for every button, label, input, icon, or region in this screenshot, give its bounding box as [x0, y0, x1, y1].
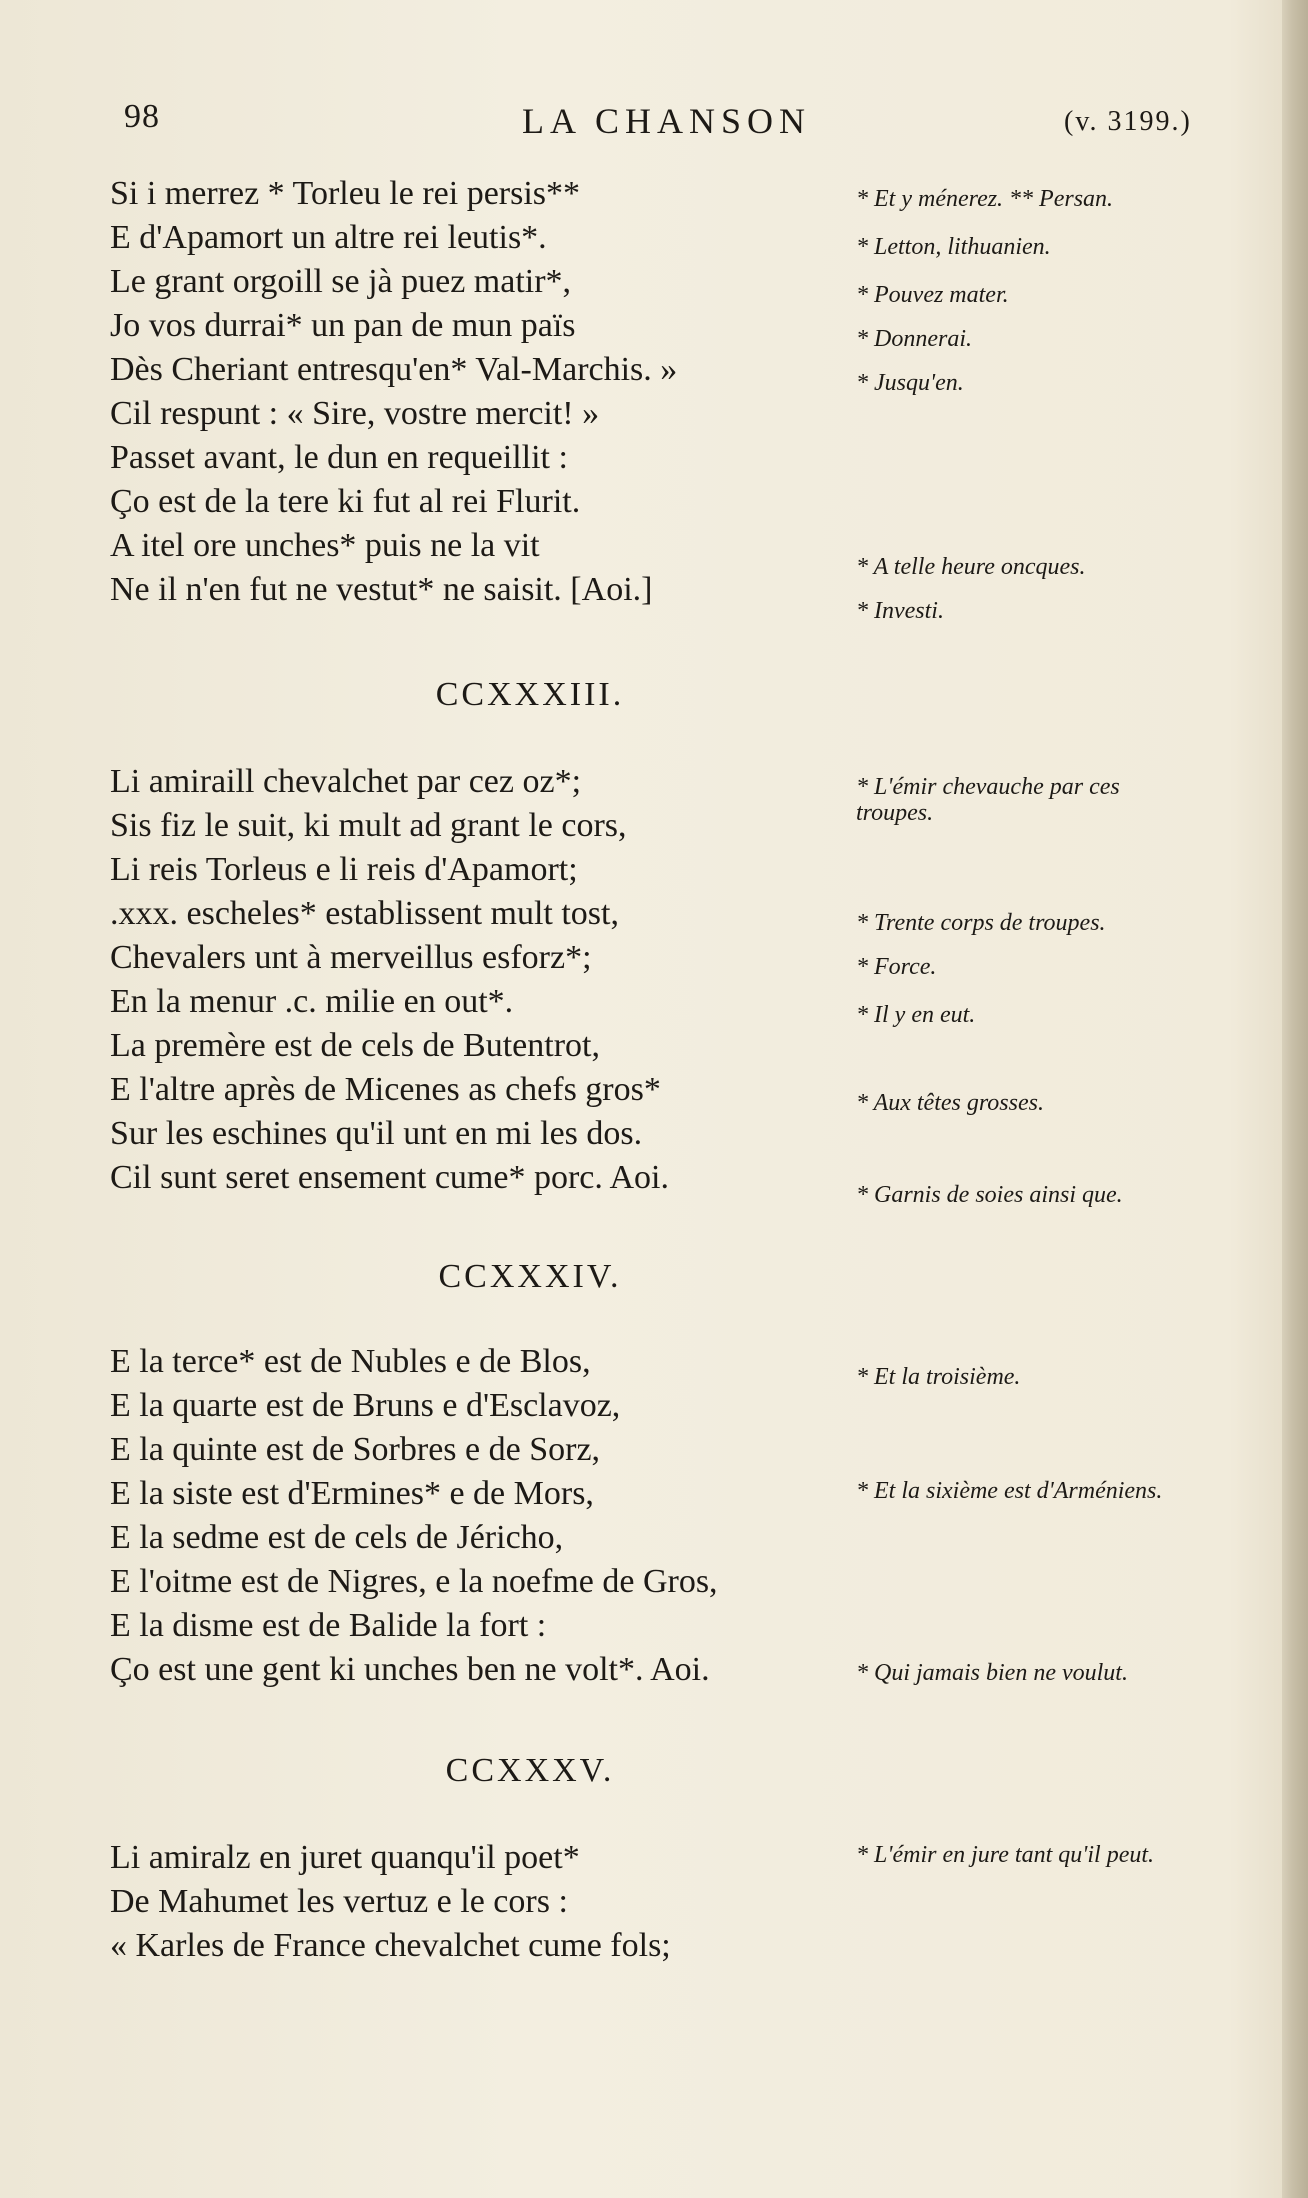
verse-line: E la sedme est de cels de Jéricho, — [110, 1519, 564, 1556]
verse-line: De Mahumet les vertuz e le cors : — [110, 1883, 568, 1920]
stanza-numeral: CCXXXIII. — [435, 676, 625, 713]
page-edge — [1282, 0, 1308, 2198]
gloss-note: * L'émir en jure tant qu'il peut. — [856, 1842, 1155, 1868]
gloss-note: * Et la troisième. — [856, 1364, 1021, 1390]
verse-line: Li amiraill chevalchet par cez oz*; — [110, 763, 582, 800]
verse-line: Cil sunt seret ensement cume* porc. Aoi. — [110, 1159, 669, 1196]
gloss-note: * Garnis de soies ainsi que. — [856, 1182, 1123, 1208]
verse-line: E l'oitme est de Nigres, e la noefme de Gros, — [110, 1563, 718, 1600]
verse-line: Ne il n'en fut ne vestut* ne saisit. [Aoi.] — [110, 571, 653, 608]
gloss-note: * Letton, lithuanien. — [856, 234, 1051, 260]
stanza-numeral: CCXXXV. — [445, 1752, 615, 1789]
verse-line: Li amiralz en juret quanqu'il poet* — [110, 1839, 580, 1876]
verse-line: Sur les eschines qu'il unt en mi les dos. — [110, 1115, 643, 1152]
gloss-note: * Jusqu'en. — [856, 370, 964, 396]
gloss-note: * Pouvez mater. — [856, 282, 1009, 308]
running-title: LA CHANSON — [522, 101, 812, 141]
gloss-note: * A telle heure oncques. — [856, 554, 1086, 580]
verse-line: Cil respunt : « Sire, vostre mercit! » — [110, 395, 600, 432]
verse-line: .xxx. escheles* establissent mult tost, — [110, 895, 619, 932]
gloss-note: * Trente corps de troupes. — [856, 910, 1106, 936]
verse-line: Jo vos durrai* un pan de mun païs — [110, 307, 576, 344]
verse-line: Dès Cheriant entresqu'en* Val-Marchis. » — [110, 351, 678, 388]
verse-line: E la quarte est de Bruns e d'Esclavoz, — [110, 1387, 621, 1424]
gloss-note: * Force. — [856, 954, 937, 980]
verse-line: Si i merrez * Torleu le rei persis** — [110, 175, 581, 212]
verse-line: E la terce* est de Nubles e de Blos, — [110, 1343, 591, 1380]
gloss-note: * Aux têtes grosses. — [856, 1090, 1044, 1116]
gloss-note: * Il y en eut. — [856, 1002, 976, 1028]
verse-line: E l'altre après de Micenes as chefs gros* — [110, 1071, 661, 1108]
stanza-numeral: CCXXXIV. — [438, 1258, 622, 1295]
verse-line: La premère est de cels de Butentrot, — [110, 1027, 600, 1064]
verse-line: E la disme est de Balide la fort : — [110, 1607, 547, 1644]
verse-line: E la siste est d'Ermines* e de Mors, — [110, 1475, 594, 1512]
page-header — [0, 98, 1308, 158]
verse-line: Li reis Torleus e li reis d'Apamort; — [110, 851, 578, 888]
gloss-note: * Et la sixième est d'Arméniens. — [856, 1478, 1163, 1504]
gloss-note: * Donnerai. — [856, 326, 972, 352]
verse-reference: (v. 3199.) — [1064, 106, 1192, 137]
verse-line: Ço est une gent ki unches ben ne volt*. Aoi. — [110, 1651, 710, 1688]
verse-line: E d'Apamort un altre rei leutis*. — [110, 219, 547, 256]
verse-line: Ço est de la tere ki fut al rei Flurit. — [110, 483, 581, 520]
verse-line: E la quinte est de Sorbres e de Sorz, — [110, 1431, 601, 1468]
verse-line: A itel ore unches* puis ne la vit — [110, 527, 540, 564]
gloss-note: * L'émir chevauche par ces troupes. — [856, 774, 1120, 826]
verse-line: En la menur .c. milie en out*. — [110, 983, 514, 1020]
verse-line: Passet avant, le dun en requeillit : — [110, 439, 568, 476]
verse-line: « Karles de France chevalchet cume fols; — [110, 1927, 671, 1964]
verse-line: Le grant orgoill se jà puez matir*, — [110, 263, 572, 300]
gloss-note: * Et y ménerez. ** Persan. — [856, 186, 1114, 212]
gloss-note: * Qui jamais bien ne voulut. — [856, 1660, 1128, 1686]
verse-line: Sis fiz le suit, ki mult ad grant le cors, — [110, 807, 627, 844]
page-number: 98 — [124, 98, 160, 135]
verse-line: Chevalers unt à merveillus esforz*; — [110, 939, 592, 976]
gloss-note: * Investi. — [856, 598, 944, 624]
